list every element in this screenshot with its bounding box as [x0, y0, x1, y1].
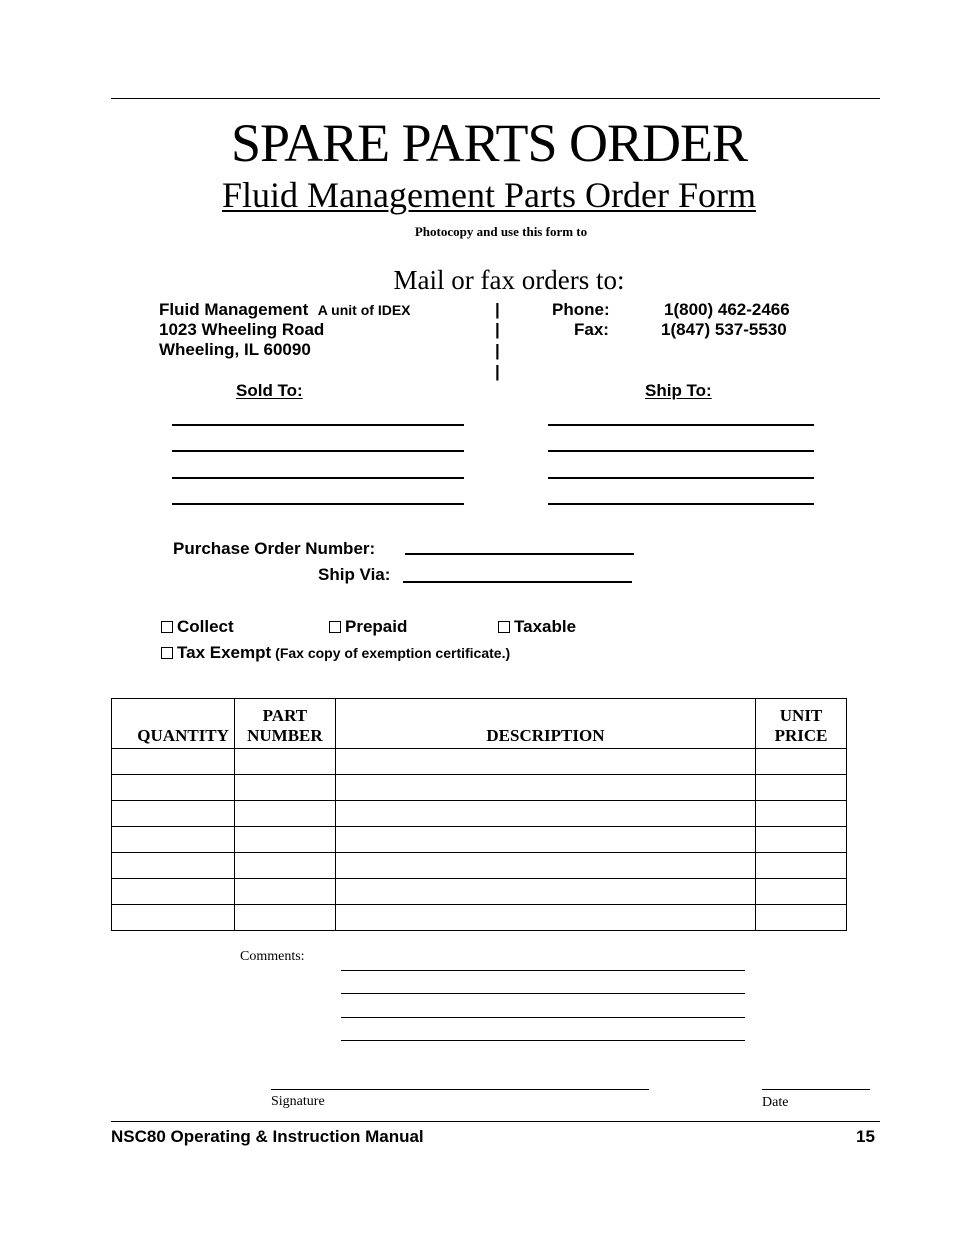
prepaid-checkbox[interactable]	[329, 621, 341, 633]
unit-price-header: UNIT PRICE	[756, 699, 847, 749]
part-number-cell[interactable]	[234, 879, 335, 905]
sold-to-line[interactable]	[172, 503, 464, 505]
taxable-label: Taxable	[514, 617, 577, 636]
fax-number: 1(847) 537-5530	[661, 320, 787, 339]
footer-manual-title: NSC80 Operating & Instruction Manual	[111, 1127, 424, 1146]
collect-label: Collect	[177, 617, 234, 636]
description-cell[interactable]	[335, 827, 755, 853]
quantity-cell[interactable]	[112, 905, 235, 931]
phone-label: Phone:	[552, 300, 610, 319]
description-cell[interactable]	[335, 905, 755, 931]
tax-exempt-label: Tax Exempt	[177, 643, 272, 662]
part-number-cell[interactable]	[234, 827, 335, 853]
taxable-option[interactable]	[498, 617, 576, 637]
tax-exempt-checkbox[interactable]	[161, 647, 173, 659]
ship-via-field[interactable]	[403, 581, 632, 583]
company-city: Wheeling, IL 60090	[159, 340, 311, 359]
date-label: Date	[762, 1095, 789, 1110]
date-line[interactable]	[762, 1089, 870, 1090]
ship-to-line[interactable]	[548, 503, 814, 505]
part-number-cell[interactable]	[234, 749, 335, 775]
sold-to-label: Sold To:	[236, 381, 303, 400]
top-rule	[111, 98, 880, 99]
table-row	[112, 827, 847, 853]
signature-line[interactable]	[271, 1089, 649, 1090]
table-row	[112, 853, 847, 879]
comments-line[interactable]	[341, 993, 745, 994]
unit-price-cell[interactable]	[756, 749, 847, 775]
quantity-cell[interactable]	[112, 801, 235, 827]
quantity-cell[interactable]	[112, 827, 235, 853]
description-cell[interactable]	[335, 749, 755, 775]
company-unit: A unit of IDEX	[317, 302, 411, 318]
ship-to-line[interactable]	[548, 424, 814, 426]
ship-to-line[interactable]	[548, 477, 814, 479]
description-cell[interactable]	[335, 801, 755, 827]
quantity-cell[interactable]	[112, 879, 235, 905]
quantity-header: QUANTITY	[112, 699, 235, 749]
unit-price-cell[interactable]	[756, 905, 847, 931]
address-divider: |	[495, 300, 500, 319]
quantity-cell[interactable]	[112, 749, 235, 775]
company-name: Fluid Management	[159, 300, 309, 319]
parts-table	[111, 698, 847, 931]
tax-exempt-note: (Fax copy of exemption certificate.)	[275, 645, 511, 661]
collect-checkbox[interactable]	[161, 621, 173, 633]
address-divider: |	[495, 362, 500, 381]
table-row	[112, 905, 847, 931]
po-number-label: Purchase Order Number:	[173, 539, 376, 558]
prepaid-label: Prepaid	[345, 617, 408, 636]
page-number: 15	[856, 1127, 875, 1146]
comments-line[interactable]	[341, 1040, 745, 1041]
prepaid-option[interactable]	[329, 617, 407, 637]
comments-label: Comments:	[240, 949, 305, 964]
quantity-cell[interactable]	[112, 853, 235, 879]
table-row	[112, 879, 847, 905]
table-row	[112, 749, 847, 775]
unit-price-cell[interactable]	[756, 853, 847, 879]
collect-option[interactable]	[161, 617, 234, 637]
company-name-line	[159, 300, 411, 320]
table-row	[112, 801, 847, 827]
unit-price-cell[interactable]	[756, 775, 847, 801]
page-title: SPARE PARTS ORDER	[231, 113, 747, 173]
ship-via-label: Ship Via:	[318, 565, 391, 584]
part-number-header: PART NUMBER	[234, 699, 335, 749]
sold-to-line[interactable]	[172, 477, 464, 479]
mail-to-heading: Mail or fax orders to:	[393, 265, 625, 295]
photocopy-note: Photocopy and use this form to	[414, 224, 588, 239]
description-cell[interactable]	[335, 775, 755, 801]
footer-rule	[111, 1121, 880, 1122]
unit-price-cell[interactable]	[756, 827, 847, 853]
table-row	[112, 775, 847, 801]
signature-label: Signature	[271, 1094, 325, 1109]
sold-to-line[interactable]	[172, 450, 464, 452]
part-number-cell[interactable]	[234, 905, 335, 931]
part-number-cell[interactable]	[234, 801, 335, 827]
part-number-cell[interactable]	[234, 853, 335, 879]
address-divider: |	[495, 320, 500, 339]
description-cell[interactable]	[335, 853, 755, 879]
comments-line[interactable]	[341, 1017, 745, 1018]
po-number-field[interactable]	[405, 553, 634, 555]
ship-to-line[interactable]	[548, 450, 814, 452]
description-header: DESCRIPTION	[335, 699, 755, 749]
comments-line[interactable]	[341, 970, 745, 971]
company-street: 1023 Wheeling Road	[159, 320, 325, 339]
quantity-cell[interactable]	[112, 775, 235, 801]
table-header-row	[112, 699, 847, 749]
part-number-cell[interactable]	[234, 775, 335, 801]
tax-exempt-option[interactable]	[161, 643, 510, 663]
unit-price-cell[interactable]	[756, 801, 847, 827]
address-divider: |	[495, 341, 500, 360]
taxable-checkbox[interactable]	[498, 621, 510, 633]
ship-to-label: Ship To:	[645, 381, 712, 400]
page-subtitle: Fluid Management Parts Order Form	[222, 175, 756, 215]
phone-number: 1(800) 462-2466	[664, 300, 790, 319]
sold-to-line[interactable]	[172, 424, 464, 426]
unit-price-cell[interactable]	[756, 879, 847, 905]
description-cell[interactable]	[335, 879, 755, 905]
fax-label: Fax:	[574, 320, 609, 339]
